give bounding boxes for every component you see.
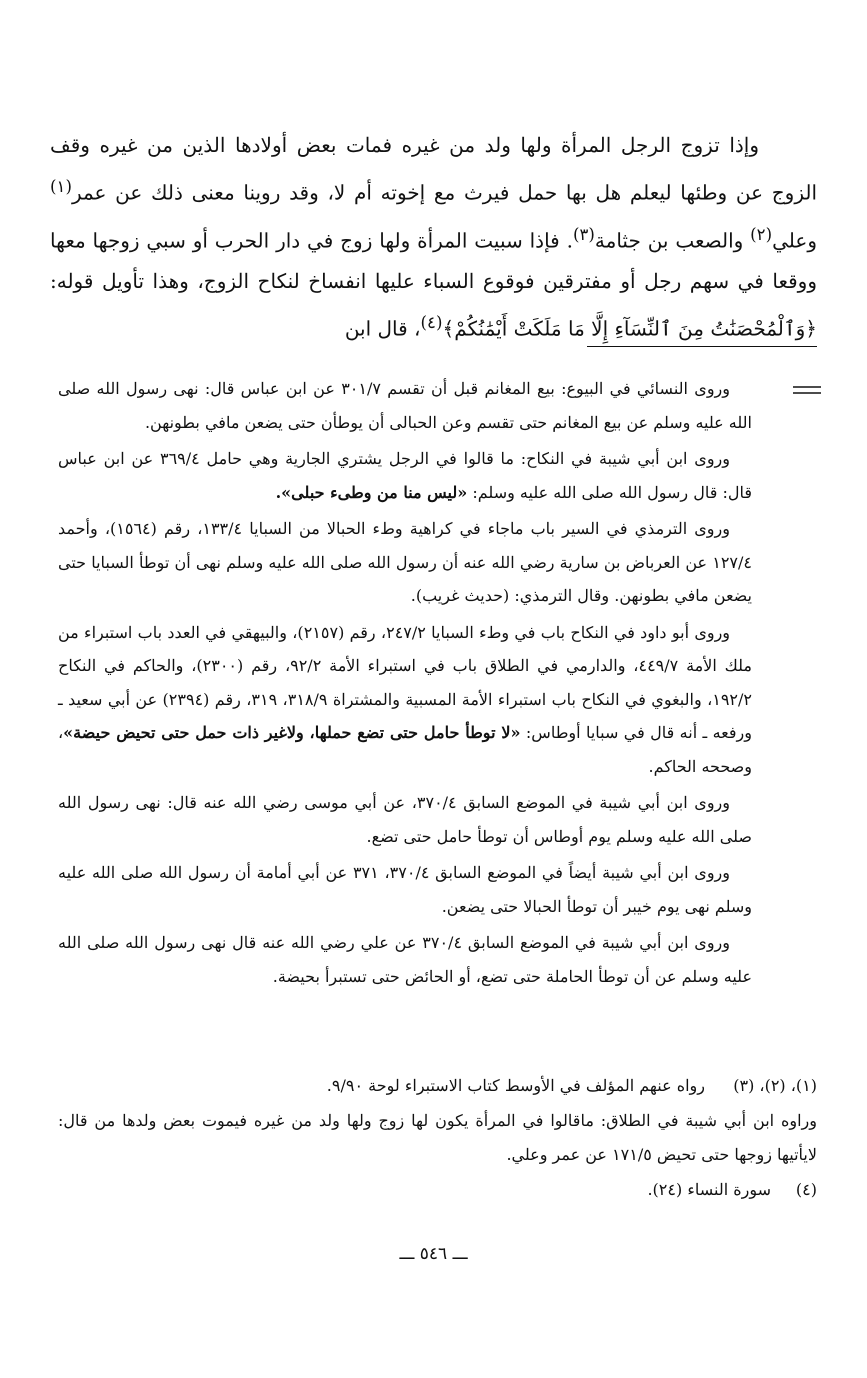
note-ibn-abi-shaybah-4: وروى ابن أبي شيبة في الموضع السابق ٣٧٠/٤ عن علي رضي الله عنه قال نهى رسول الله صلى الله عليه وسلم عن أن توطأ الحاملة حتى تضع، أو الحائض حتى تستبرأ بحيضة. [58, 933, 752, 986]
main-text-part: ، قال ابن [344, 316, 421, 341]
footnote-1-2-3 [58, 1069, 817, 1103]
footnote-1-2-3-continuation: وراوه ابن أبي شيبة في الطلاق: ماقالوا في المرأة يكون لها زوج ولها ولد من غيره فيموت بعض ولدها من قال: لايأتيها زوجها حتى تحيض ١٧١/٥ عن عمر وعلي. [58, 1111, 818, 1164]
main-paragraph [50, 125, 817, 350]
footnote-ref-4: (٤) [420, 313, 443, 333]
hadith-quote: «لا توطأ حامل حتى تضع حملها، ولاغير ذات حمل حتى تحيض حيضة» [63, 723, 521, 742]
main-text-part: وعلي [772, 228, 817, 253]
note-text: وروى أبو داود في النكاح باب في وطء السبايا ٢٤٧/٢، رقم (٢١٥٧)، والبيهقي في العدد باب استبراء من ملك الأمة ٤٤٩/٧، والدارمي في الطلاق باب في استبراء الأمة ٩٢/٢، رقم (٢٣٠٠)، والحاكم في النكاح ١٩٢/٢، والبغوي في النكاح باب استبراء الأمة المسبية والمشتراة ٣١٨/٩، ٣١٩، رقم (٢٣٩٤) عن أبي سعيد ـ ورفعه ـ أنه قال في سبايا أوطاس: [58, 622, 752, 742]
continuation-mark-icon [791, 384, 823, 396]
main-text-part: . فإذا سبيت المرأة ولها زوج في دار الحرب أو سبي زوجها معها ووقعا في سهم رجل أو مفترقين فوقوع السباء عليها انفساخ لنكاح الزوج، وهذا تأويل قوله: [50, 228, 817, 294]
note-ibn-abi-shaybah-2: وروى ابن أبي شيبة في الموضع السابق ٣٧٠/٤، عن أبي موسى رضي الله عنه قال: نهى رسول الله صلى الله عليه وسلم يوم أوطاس أن توطأ حامل حتى تضع. [58, 793, 752, 846]
note-tirmidhi: وروى الترمذي في السير باب ماجاء في كراهية وطء الحبالا من السبايا ١٣٣/٤، رقم (١٥٦٤)، وأحمد ١٢٧/٤ عن العرباض بن سارية رضي الله عنه أن رسول الله صلى الله عليه وسلم نهى أن توطأ السبايا حتى يضعن مافي بطونهن. وقال الترمذي: (حديث غريب). [58, 519, 752, 605]
footnote-continuation [58, 372, 752, 996]
note-ibn-abi-shaybah-1 [58, 442, 752, 509]
main-text [50, 125, 817, 350]
footnote-ref-1: (١) [50, 177, 72, 196]
footnote-separator [587, 346, 817, 347]
hadith-quote: «ليس منا من وطىء حبلى». [275, 482, 468, 502]
quran-verse: ﴿وَٱلْمُحْصَنَٰتُ مِنَ ٱلنِّسَآءِ إِلَّا مَا مَلَكَتْ أَيْمَٰنُكُمْ﴾ [442, 316, 817, 341]
main-text-part: وإذا تزوج الرجل المرأة ولها ولد من غيره فمات بعض أولادها الذين من غيره وقف الزوج عن وطئها ليعلم هل بها حمل فيرث مع إخوته أم لا، وقد روينا معنى ذلك عن عمر [50, 133, 817, 205]
footnote-ref-3: (٣) [572, 224, 595, 244]
page-number: ـــ ٥٤٦ ـــ [399, 1244, 468, 1264]
note-nasai: وروى النسائي في البيوع: بيع المغانم قبل أن تقسم ٣٠١/٧ عن ابن عباس قال: نهى رسول الله صلى الله عليه وسلم عن بيع المغانم حتى تقسم وعن الحبالى أن يوطأن حتى يضعن مافي بطونهن. [58, 379, 752, 432]
note-ibn-abi-shaybah-3: وروى ابن أبي شيبة أيضاً في الموضع السابق ٣٧٠/٤، ٣٧١ عن أبي أمامة أن رسول الله صلى الله عليه وسلم نهى يوم خيبر أن توطأ الحبالا حتى يضعن. [58, 863, 752, 916]
footnote-text: رواه عنهم المؤلف في الأوسط كتاب الاستبراء لوحة ٩/٩٠. [326, 1076, 705, 1095]
note-text: ، وصححه الحاكم. [58, 723, 752, 776]
note-abu-dawud [58, 616, 752, 784]
footnote-label: (١)، (٢)، (٣) [733, 1076, 817, 1095]
footnote-text: سورة النساء (٢٤). [647, 1180, 771, 1199]
footnote-4 [58, 1173, 817, 1207]
footnote-ref-2: (٢) [750, 224, 773, 244]
note-text: وروى ابن أبي شيبة في النكاح: ما قالوا في الرجل يشتري الجارية وهي حامل ٣٦٩/٤ عن ابن عباس قال: قال رسول الله صلى الله عليه وسلم: [58, 449, 752, 502]
main-text-part: والصعب بن جثامة [594, 228, 751, 253]
footnote-label: (٤) [795, 1180, 817, 1199]
